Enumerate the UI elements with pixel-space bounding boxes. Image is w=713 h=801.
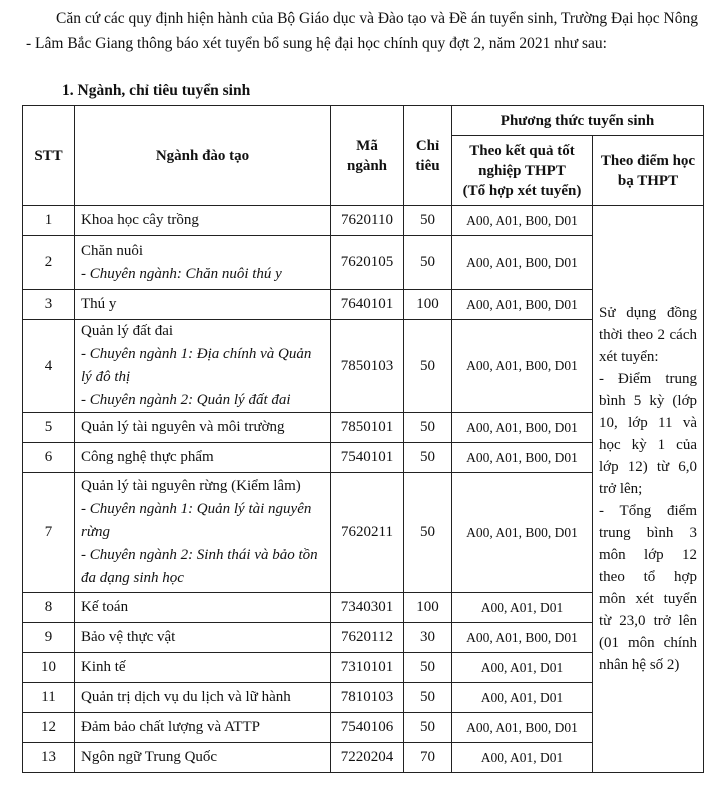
cell-stt: 1: [23, 206, 75, 236]
cell-major: [75, 206, 331, 236]
cell-code: 7620211: [331, 473, 404, 593]
major-name: Công nghệ thực phẩm: [81, 449, 214, 465]
cell-stt: 2: [23, 236, 75, 290]
cell-combination: A00, A01, B00, D01: [452, 443, 593, 473]
cell-quota: 50: [404, 653, 452, 683]
cell-major: [75, 236, 331, 290]
header-stt: STT: [23, 106, 75, 206]
header-method-exam-sub: (Tổ hợp xét tuyển): [462, 182, 582, 199]
cell-major: [75, 290, 331, 320]
cell-major: [75, 623, 331, 653]
admission-table: [22, 105, 704, 773]
major-name: Khoa học cây trồng: [81, 212, 199, 228]
transcript-note-line: - Điểm trung bình 5 kỳ (lớp 10, lớp 11 và học kỳ 1 của lớp 12) từ 6,0 trở lên;: [599, 371, 697, 497]
cell-major: [75, 683, 331, 713]
cell-combination: A00, A01, D01: [452, 683, 593, 713]
cell-major: [75, 320, 331, 413]
cell-combination: A00, A01, B00, D01: [452, 290, 593, 320]
major-name: Thú y: [81, 296, 117, 312]
cell-code: 7620110: [331, 206, 404, 236]
table-body: [23, 206, 704, 773]
cell-quota: 50: [404, 320, 452, 413]
intro-paragraph: Căn cứ các quy định hiện hành của Bộ Giáo dục và Đào tạo và Đề án tuyển sinh, Trường Đại học Nông - Lâm Bắc Giang thông báo xét tuyển bổ sung hệ đại học chính quy đợt 2, năm 2021 như sau:: [26, 10, 698, 52]
cell-stt: 13: [23, 743, 75, 773]
cell-quota: 100: [404, 593, 452, 623]
cell-stt: 3: [23, 290, 75, 320]
cell-major: [75, 653, 331, 683]
cell-code: 7850101: [331, 413, 404, 443]
cell-quota: 50: [404, 713, 452, 743]
section-heading: 1. Ngành, chỉ tiêu tuyển sinh: [62, 82, 251, 99]
major-name: Quản lý đất đai: [81, 323, 174, 339]
header-major: Ngành đào tạo: [75, 106, 331, 206]
cell-quota: 50: [404, 443, 452, 473]
header-quota: Chỉ tiêu: [404, 106, 452, 206]
major-name: Kinh tế: [81, 659, 126, 675]
cell-combination: A00, A01, D01: [452, 743, 593, 773]
cell-combination: A00, A01, B00, D01: [452, 236, 593, 290]
transcript-note-line: - Tổng điểm trung bình 3 môn lớp 12 theo tổ hợp môn xét tuyển từ 23,0 trở lên (01 môn chính nhân hệ số 2): [599, 503, 697, 673]
cell-major: [75, 473, 331, 593]
cell-quota: 50: [404, 413, 452, 443]
cell-code: 7540101: [331, 443, 404, 473]
major-name: Quản lý tài nguyên rừng (Kiểm lâm): [81, 478, 301, 494]
cell-combination: A00, A01, B00, D01: [452, 473, 593, 593]
cell-combination: A00, A01, B00, D01: [452, 206, 593, 236]
cell-combination: A00, A01, B00, D01: [452, 413, 593, 443]
major-name: Quản lý tài nguyên và môi trường: [81, 419, 285, 435]
cell-major: [75, 443, 331, 473]
major-name: Quản trị dịch vụ du lịch và lữ hành: [81, 689, 291, 705]
cell-stt: 4: [23, 320, 75, 413]
cell-code: 7810103: [331, 683, 404, 713]
cell-quota: 100: [404, 290, 452, 320]
cell-combination: A00, A01, B00, D01: [452, 623, 593, 653]
cell-stt: 9: [23, 623, 75, 653]
cell-code: 7640101: [331, 290, 404, 320]
cell-quota: 50: [404, 236, 452, 290]
transcript-method-note: [593, 206, 704, 773]
major-name: Bảo vệ thực vật: [81, 629, 176, 645]
major-specialization: - Chuyên ngành 2: Quản lý đất đai: [81, 392, 291, 408]
cell-stt: 6: [23, 443, 75, 473]
cell-major: [75, 413, 331, 443]
cell-stt: 7: [23, 473, 75, 593]
header-method-exam: [452, 136, 593, 206]
header-method-exam-label: Theo kết quả tốt nghiệp THPT: [469, 142, 575, 179]
major-name: Kế toán: [81, 599, 129, 615]
cell-stt: 5: [23, 413, 75, 443]
header-code: Mã ngành: [331, 106, 404, 206]
cell-code: 7850103: [331, 320, 404, 413]
cell-stt: 12: [23, 713, 75, 743]
cell-code: 7620112: [331, 623, 404, 653]
cell-stt: 10: [23, 653, 75, 683]
cell-major: [75, 743, 331, 773]
cell-combination: A00, A01, D01: [452, 653, 593, 683]
cell-code: 7540106: [331, 713, 404, 743]
cell-code: 7620105: [331, 236, 404, 290]
major-specialization: - Chuyên ngành: Chăn nuôi thú y: [81, 265, 282, 282]
cell-combination: A00, A01, D01: [452, 593, 593, 623]
cell-major: [75, 713, 331, 743]
header-methods: Phương thức tuyển sinh: [452, 106, 704, 136]
cell-major: [75, 593, 331, 623]
cell-code: 7310101: [331, 653, 404, 683]
cell-quota: 50: [404, 683, 452, 713]
cell-quota: 30: [404, 623, 452, 653]
cell-combination: A00, A01, B00, D01: [452, 713, 593, 743]
cell-combination: A00, A01, B00, D01: [452, 320, 593, 413]
major-name: Chăn nuôi: [81, 242, 144, 259]
major-specialization: - Chuyên ngành 1: Quản lý tài nguyên rừng: [81, 501, 312, 540]
header-method-transcript: Theo điểm học bạ THPT: [593, 136, 704, 206]
table-row: [23, 206, 704, 236]
cell-quota: 50: [404, 206, 452, 236]
major-specialization: - Chuyên ngành 2: Sinh thái và bảo tồn đa dạng sinh học: [81, 547, 318, 586]
cell-quota: 50: [404, 473, 452, 593]
major-name: Ngôn ngữ Trung Quốc: [81, 749, 218, 765]
cell-code: 7340301: [331, 593, 404, 623]
major-name: Đảm bảo chất lượng và ATTP: [81, 719, 260, 735]
cell-quota: 70: [404, 743, 452, 773]
major-specialization: - Chuyên ngành 1: Địa chính và Quản lý đô thị: [81, 346, 312, 385]
transcript-note-line: Sử dụng đồng thời theo 2 cách xét tuyển:: [599, 305, 697, 365]
cell-stt: 8: [23, 593, 75, 623]
cell-code: 7220204: [331, 743, 404, 773]
cell-stt: 11: [23, 683, 75, 713]
